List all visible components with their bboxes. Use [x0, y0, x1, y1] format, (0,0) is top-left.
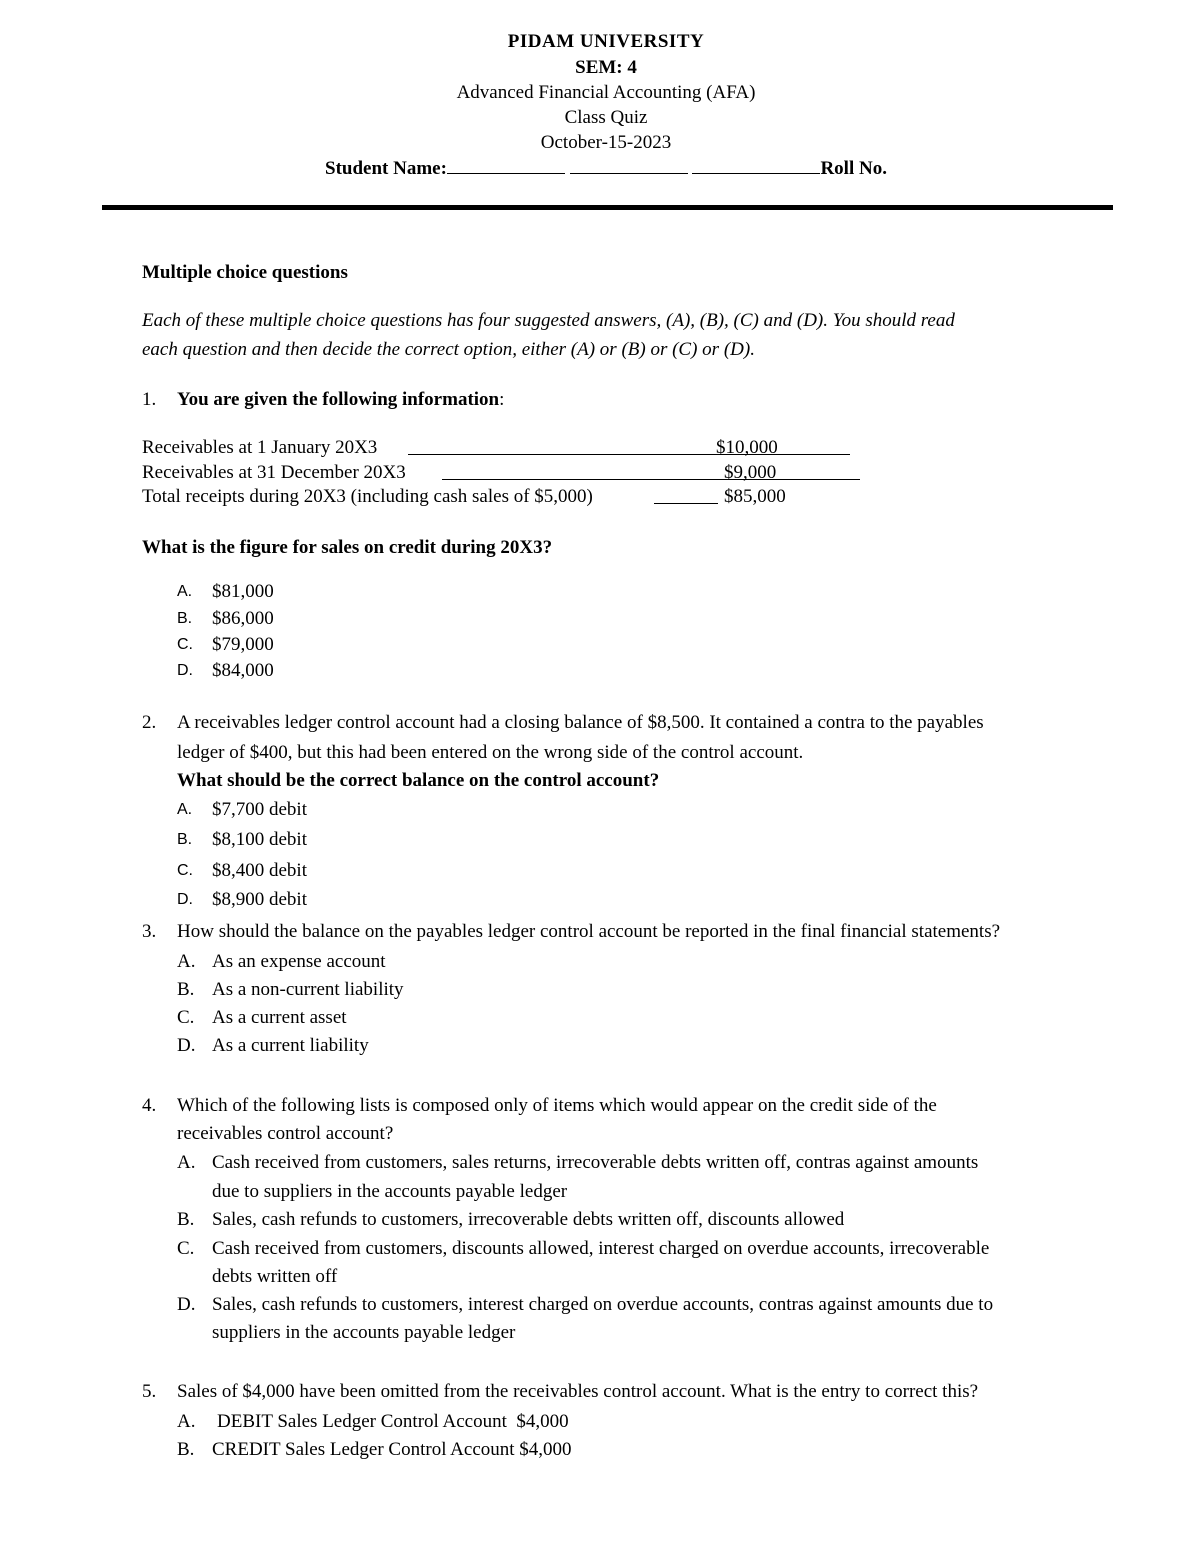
student-name-blank-3 [692, 156, 820, 174]
header-divider [102, 205, 1113, 210]
question-2-line-2: ledger of $400, but this had been entered on the wrong side of the control account. [177, 742, 804, 763]
question-1-stem [177, 388, 504, 412]
semester: SEM: 4 [575, 57, 637, 78]
student-name-blank-1 [447, 156, 565, 174]
section-title: Multiple choice questions [142, 262, 348, 283]
option-letter: B. [177, 831, 193, 848]
option-text: Cash received from customers, sales returns, irrecoverable debts written off, contras against amounts [212, 1152, 979, 1173]
info-value: $85,000 [724, 486, 786, 507]
option-text-continued: debts written off [212, 1266, 338, 1287]
info-leader-line [654, 485, 718, 504]
question-1-prompt: What is the figure for sales on credit during 20X3? [142, 537, 553, 558]
question-3-text: How should the balance on the payables ledger control account be reported in the final financial statements? [177, 921, 1001, 942]
option-letter: C. [177, 862, 193, 879]
option-text: As a current liability [212, 1035, 369, 1056]
question-4-line-1: Which of the following lists is composed only of items which would appear on the credit side of the [177, 1095, 937, 1116]
question-number: 2. [142, 712, 157, 733]
info-row [142, 436, 778, 460]
course-title: Advanced Financial Accounting (AFA) [456, 82, 756, 103]
question-4-line-2: receivables control account? [177, 1123, 394, 1144]
option-letter: C. [177, 636, 193, 653]
option-text: As a non-current liability [212, 979, 404, 1000]
option-text: Sales, cash refunds to customers, irrecoverable debts written off, discounts allowed [212, 1209, 845, 1230]
quiz-title: Class Quiz [564, 107, 648, 128]
option-text: As an expense account [212, 951, 386, 972]
option-letter: A. [177, 951, 196, 972]
option-text: As a current asset [212, 1007, 347, 1028]
option-letter: C. [177, 1238, 195, 1259]
option-text: $8,400 debit [212, 860, 307, 881]
option-letter: A. [177, 1411, 196, 1432]
option-letter: A. [177, 1152, 196, 1173]
info-value: $9,000 [724, 462, 777, 483]
info-value: $10,000 [716, 437, 778, 458]
option-text: Sales, cash refunds to customers, interest charged on overdue accounts, contras against amounts due to [212, 1294, 994, 1315]
option-text: $81,000 [212, 581, 274, 602]
option-letter: A. [177, 801, 193, 818]
student-info-line [0, 156, 1200, 180]
question-2-prompt: What should be the correct balance on the control account? [177, 770, 660, 791]
option-letter: D. [177, 662, 193, 679]
university-name: PIDAM UNIVERSITY [507, 31, 705, 52]
option-text: $8,900 debit [212, 889, 307, 910]
option-letter: C. [177, 1007, 195, 1028]
option-text: DEBIT Sales Ledger Control Account $4,000 [217, 1411, 569, 1432]
instructions-line-2: each question and then decide the correct option, either (A) or (B) or (C) or (D). [142, 339, 755, 360]
question-number: 3. [142, 921, 157, 942]
question-number: 4. [142, 1095, 157, 1116]
option-letter: B. [177, 1209, 195, 1230]
question-1-stem-bold: You are given the following information [177, 389, 500, 410]
option-text: $86,000 [212, 608, 274, 629]
instructions-line-1: Each of these multiple choice questions has four suggested answers, (A), (B), (C) and (D). You should read [142, 310, 955, 331]
option-text: $79,000 [212, 634, 274, 655]
option-letter: B. [177, 1439, 195, 1460]
info-label: Receivables at 1 January 20X3 [142, 437, 378, 458]
option-text: CREDIT Sales Ledger Control Account $4,000 [212, 1439, 572, 1460]
student-name-label: Student Name: [325, 158, 447, 179]
info-leader-line [442, 461, 860, 480]
question-number: 1. [142, 389, 157, 410]
question-1-stem-colon: : [499, 389, 505, 410]
option-text: Cash received from customers, discounts allowed, interest charged on overdue accounts, irrecoverable [212, 1238, 990, 1259]
option-text: $7,700 debit [212, 799, 307, 820]
option-text-continued: due to suppliers in the accounts payable ledger [212, 1181, 568, 1202]
option-letter: A. [177, 583, 193, 600]
quiz-date: October-15-2023 [540, 132, 672, 153]
option-letter: B. [177, 979, 195, 1000]
option-letter: B. [177, 610, 193, 627]
question-2-line-1: A receivables ledger control account had a closing balance of $8,500. It contained a contra to the payables [177, 712, 984, 733]
option-text: $8,100 debit [212, 829, 307, 850]
student-name-blank-2 [570, 156, 688, 174]
option-text-continued: suppliers in the accounts payable ledger [212, 1322, 516, 1343]
option-letter: D. [177, 1294, 196, 1315]
info-row [142, 461, 777, 485]
option-letter: D. [177, 891, 193, 908]
question-5-text: Sales of $4,000 have been omitted from the receivables control account. What is the entry to correct this? [177, 1381, 979, 1402]
roll-no-label: Roll No. [820, 158, 887, 179]
option-letter: D. [177, 1035, 196, 1056]
info-row [142, 485, 786, 509]
info-label: Total receipts during 20X3 (including cash sales of $5,000) [142, 486, 593, 507]
question-number: 5. [142, 1381, 157, 1402]
option-text: $84,000 [212, 660, 274, 681]
info-label: Receivables at 31 December 20X3 [142, 462, 406, 483]
info-leader-line [408, 436, 850, 455]
